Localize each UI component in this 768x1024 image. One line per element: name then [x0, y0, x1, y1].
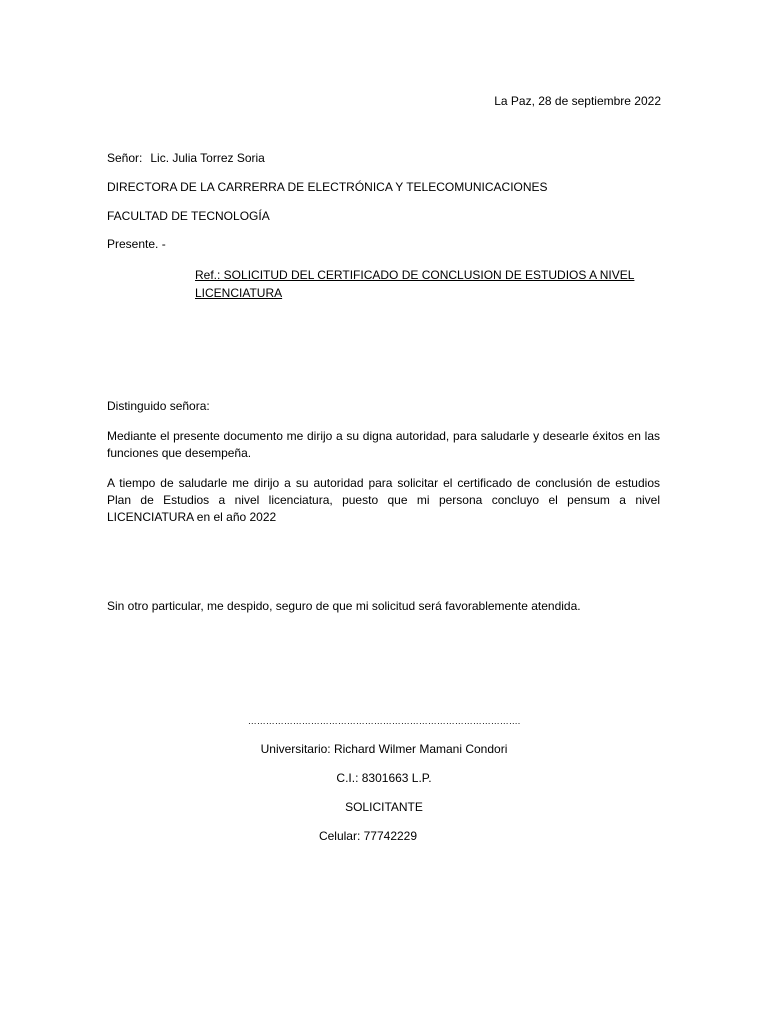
- recipient-name: Lic. Julia Torrez Soria: [150, 151, 265, 165]
- greeting: Distinguido señora:: [107, 399, 210, 413]
- body-paragraph-1: Mediante el presente documento me dirijo a su digna autoridad, para saludarle y desearle éxitos en las funciones que desempeña.: [107, 429, 660, 460]
- faculty-name: FACULTAD DE TECNOLOGÍA: [107, 209, 270, 223]
- closing-line: Sin otro particular, me despido, seguro de que mi solicitud será favorablemente atendida.: [107, 599, 581, 613]
- body-paragraph-2: A tiempo de saludarle me dirijo a su autoridad para solicitar el certificado de conclusión de estudios Plan de Estudios a nivel licenciatura, puesto que mi persona concluyo el pensum a nivel LICENCIATURA en el año 2022: [107, 476, 660, 524]
- reference-block: [195, 266, 634, 302]
- signer-phone: Celular: 77742229: [318, 829, 418, 843]
- reference-line-1: Ref.: SOLICITUD DEL CERTIFICADO DE CONCLUSION DE ESTUDIOS A NIVEL: [195, 268, 635, 282]
- recipient-title: DIRECTORA DE LA CARRERRA DE ELECTRÓNICA Y TELECOMUNICACIONES: [107, 180, 548, 194]
- recipient-line: [107, 150, 265, 166]
- signature-line: ……………………………………………………………………………….: [247, 716, 521, 726]
- signer-name: Universitario: Richard Wilmer Mamani Condori: [260, 742, 508, 756]
- salutation-label: Señor:: [107, 151, 143, 165]
- signer-id: C.I.: 8301663 L.P.: [336, 771, 432, 785]
- reference-line-2: LICENCIATURA: [195, 286, 283, 300]
- signer-role: SOLICITANTE: [345, 800, 423, 814]
- letter-date: La Paz, 28 de septiembre 2022: [494, 94, 661, 108]
- presente-line: Presente. -: [107, 237, 166, 251]
